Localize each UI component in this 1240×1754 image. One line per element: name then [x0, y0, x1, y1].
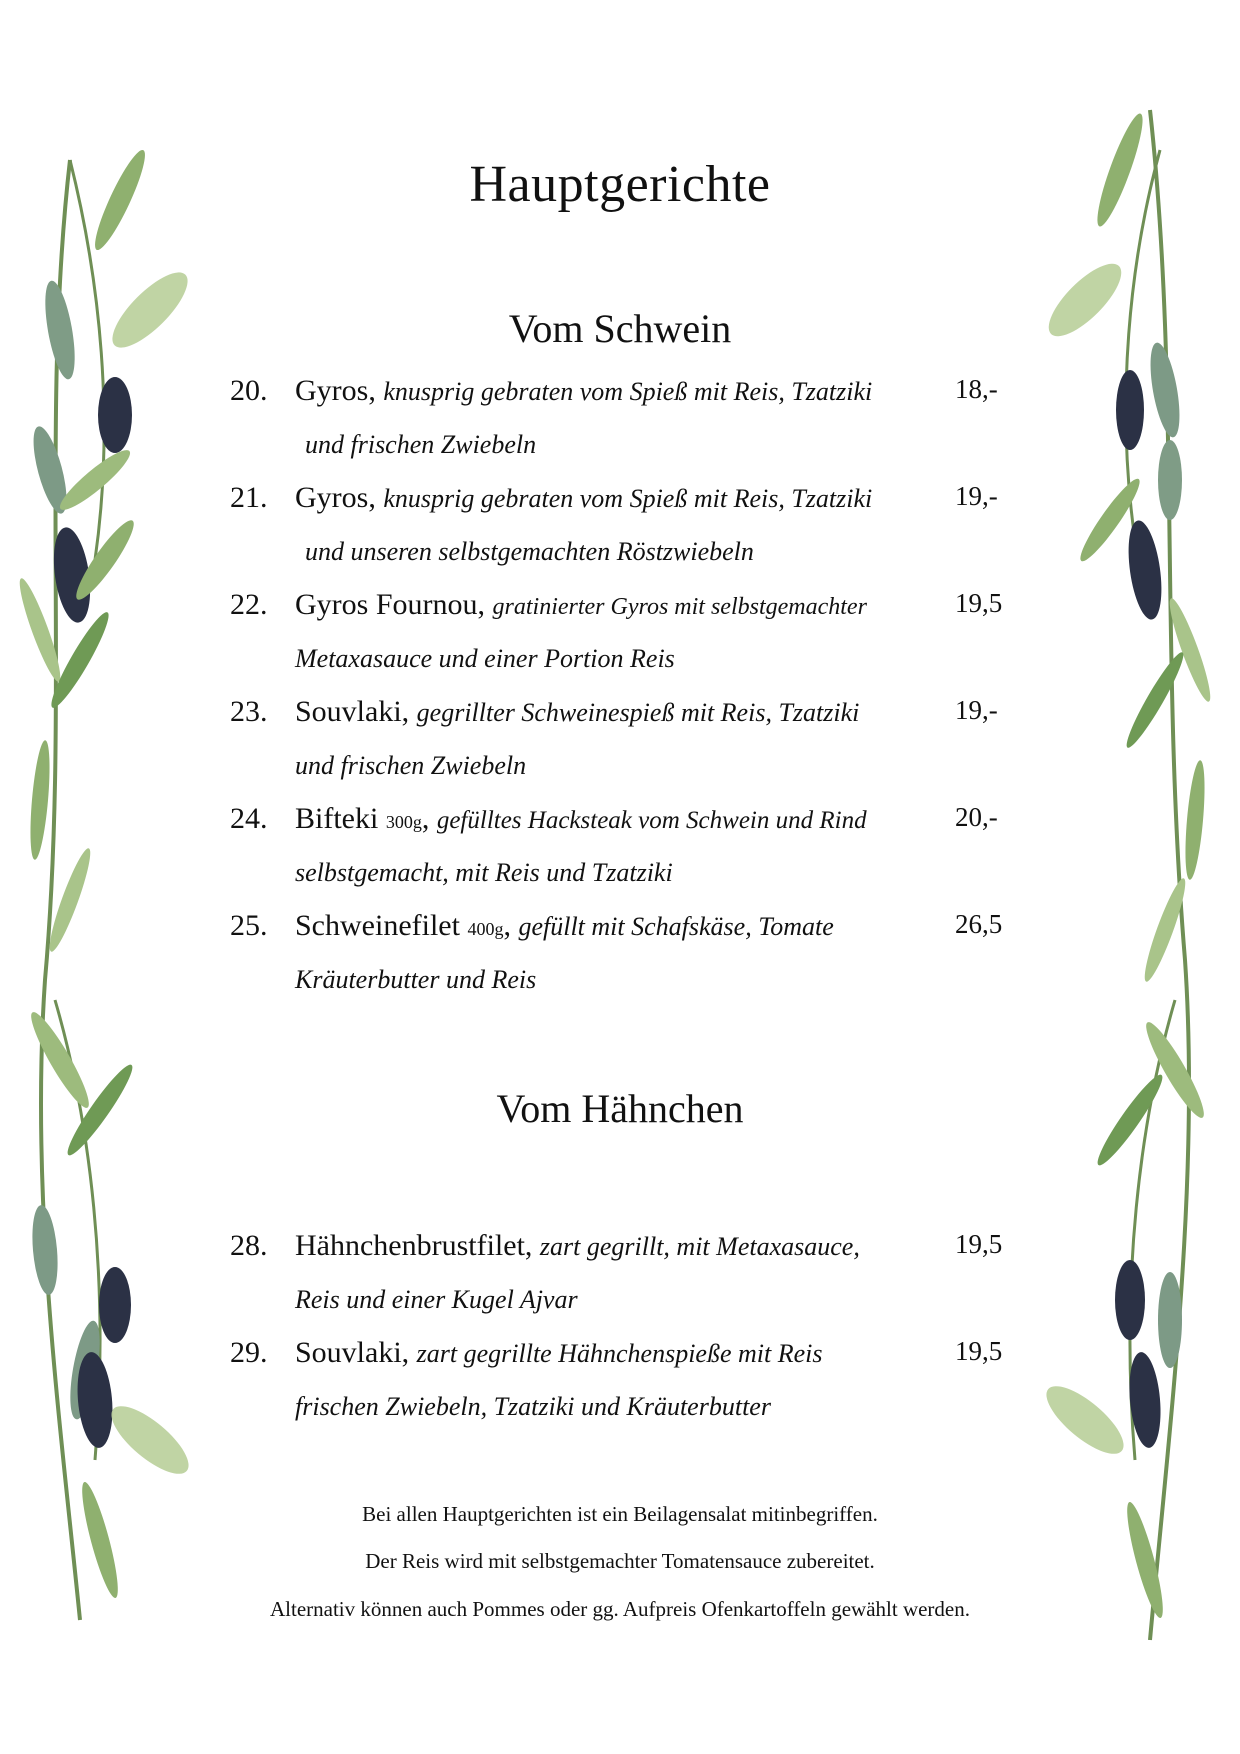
menu-item	[0, 584, 1240, 691]
item-title	[295, 481, 872, 515]
item-description-line2: und frischen Zwiebeln	[295, 751, 527, 780]
item-name: Souvlaki,	[295, 1336, 410, 1369]
item-number: 24.	[230, 802, 268, 835]
menu-item	[0, 370, 1240, 477]
item-description: zart gegrillt, mit Metaxasauce,	[539, 1232, 860, 1261]
item-title	[295, 374, 872, 408]
item-title	[295, 695, 859, 729]
menu-item	[0, 1332, 1240, 1439]
item-description: gegrillter Schweinespieß mit Reis, Tzatziki	[416, 698, 860, 727]
item-title	[295, 588, 867, 622]
item-description-line2: selbstgemacht, mit Reis und Tzatziki	[295, 858, 673, 887]
menu-item	[0, 798, 1240, 905]
item-title	[295, 1229, 860, 1263]
item-description: gratinierter Gyros mit selbstgemachter	[492, 594, 867, 620]
item-name: Schweinefilet	[295, 909, 460, 942]
item-size: 300g	[385, 812, 422, 832]
menu-item	[0, 691, 1240, 798]
item-number: 20.	[230, 374, 268, 407]
item-name: Gyros Fournou,	[295, 588, 486, 621]
item-name: Bifteki	[295, 802, 379, 835]
note-alternatives: Alternativ können auch Pommes oder gg. Aufpreis Ofenkartoffeln gewählt werden.	[270, 1596, 970, 1621]
item-description: gefüllt mit Schafskäse, Tomate	[518, 912, 834, 941]
menu-item	[0, 1225, 1240, 1332]
item-price: 19,-	[955, 695, 998, 725]
item-price: 19,5	[955, 1229, 1003, 1259]
section-heading-schwein: Vom Schwein	[508, 306, 732, 351]
item-description-line2: Reis und einer Kugel Ajvar	[295, 1285, 578, 1314]
item-size: 400g	[467, 919, 504, 939]
item-description-line2: und unseren selbstgemachten Röstzwiebeln	[305, 537, 754, 566]
item-title: Bifteki 300g, gefülltes Hacksteak vom Schwein und Rind	[295, 802, 867, 835]
item-number: 21.	[230, 481, 268, 514]
note-salad: Bei allen Hauptgerichten ist ein Beilagensalat mitinbegriffen.	[362, 1502, 878, 1526]
page-title: Hauptgerichte	[469, 156, 771, 213]
item-description-line2: und frischen Zwiebeln	[305, 430, 537, 459]
item-number: 23.	[230, 695, 268, 728]
item-description: gefülltes Hacksteak vom Schwein und Rind	[436, 807, 867, 834]
item-description: knusprig gebraten vom Spieß mit Reis, Tzatziki	[383, 484, 873, 513]
note-rice: Der Reis wird mit selbstgemachter Tomatensauce zubereitet.	[365, 1549, 875, 1574]
item-price: 20,-	[955, 802, 998, 832]
item-name: Gyros,	[295, 481, 376, 514]
item-description-line2: Metaxasauce und einer Portion Reis	[295, 644, 675, 673]
item-price: 19,5	[955, 588, 1003, 618]
item-description-line2: Kräuterbutter und Reis	[295, 965, 537, 994]
item-name: Gyros,	[295, 374, 376, 407]
item-price: 18,-	[955, 374, 998, 404]
item-price: 19,-	[955, 481, 998, 511]
item-number: 29.	[230, 1336, 268, 1369]
menu-item	[0, 477, 1240, 584]
footnotes	[240, 1500, 1000, 1642]
item-number: 28.	[230, 1229, 268, 1262]
item-description-line2: frischen Zwiebeln, Tzatziki und Kräuterbutter	[295, 1392, 771, 1421]
item-title	[295, 1336, 823, 1370]
menu-list-schwein	[0, 370, 1240, 1012]
section-heading-haehnchen: Vom Hähnchen	[496, 1086, 744, 1131]
menu-list-haehnchen	[0, 1225, 1240, 1439]
item-number: 22.	[230, 588, 268, 621]
menu-item	[0, 905, 1240, 1012]
item-name: Souvlaki,	[295, 695, 410, 728]
item-price: 19,5	[955, 1336, 1003, 1366]
item-title: Schweinefilet 400g, gefüllt mit Schafskäse, Tomate	[295, 909, 834, 942]
item-description: zart gegrillte Hähnchenspieße mit Reis	[416, 1339, 823, 1368]
item-name: Hähnchenbrustfilet,	[295, 1229, 533, 1262]
item-description: knusprig gebraten vom Spieß mit Reis, Tzatziki	[383, 377, 873, 406]
item-price: 26,5	[955, 909, 1003, 939]
item-number: 25.	[230, 909, 268, 942]
